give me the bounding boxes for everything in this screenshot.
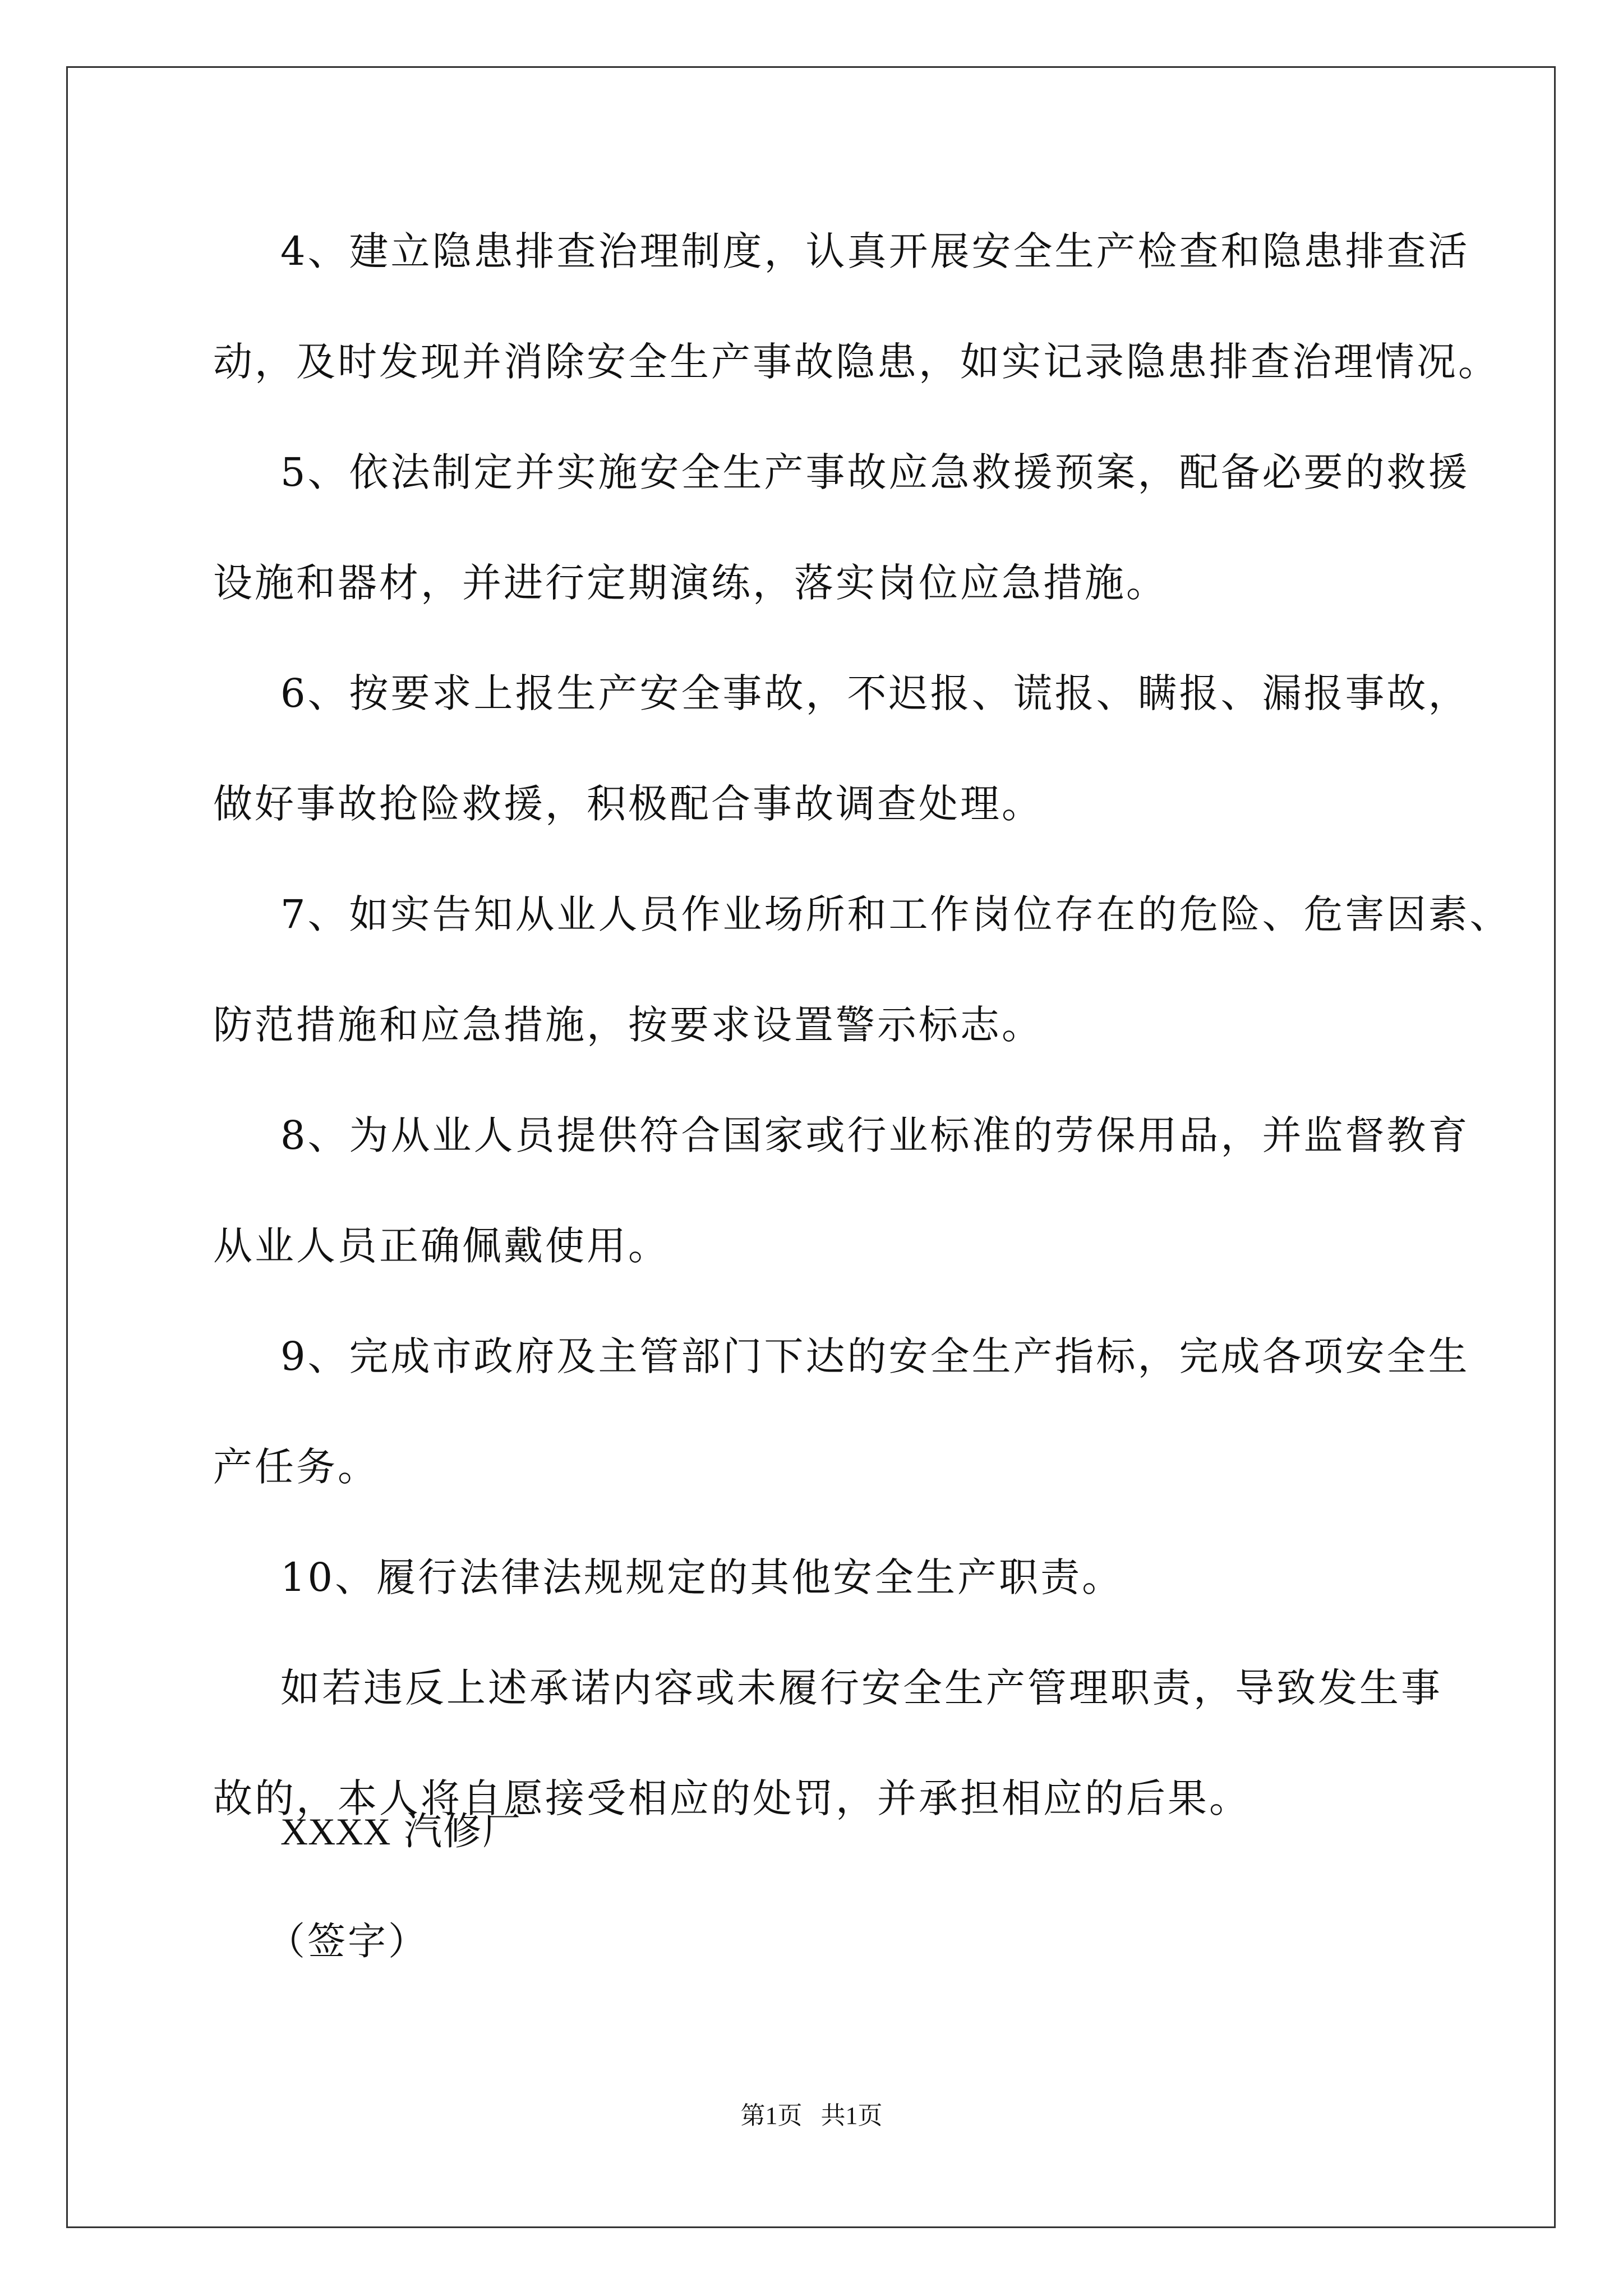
text-line: 10、履行法律法规规定的其他安全生产职责。 bbox=[280, 1554, 1124, 1600]
text-line: 从业人员正确佩戴使用。 bbox=[213, 1223, 670, 1269]
paragraph-item-6 bbox=[213, 638, 1470, 859]
text-line: 动，及时发现并消除安全生产事故隐患，如实记录隐患排查治理情况。 bbox=[213, 339, 1500, 385]
text-line: 做好事故抢险救援，积极配合事故调查处理。 bbox=[213, 781, 1043, 827]
text-line: 5、依法制定并实施安全生产事故应急救援预案，配备必要的救援 bbox=[280, 449, 1470, 495]
signature-organization bbox=[280, 1803, 522, 1860]
signature-label: （签字） bbox=[267, 1920, 429, 1964]
paragraph-item-10 bbox=[213, 1522, 1436, 1633]
organization-name: 汽修厂 bbox=[404, 1810, 522, 1854]
text-line: 产任务。 bbox=[213, 1444, 379, 1490]
paragraph-item-4 bbox=[213, 196, 1500, 417]
text-line: 8、为从业人员提供符合国家或行业标准的劳保用品，并监督教育 bbox=[280, 1112, 1470, 1158]
text-line: 防范措施和应急措施，按要求设置警示标志。 bbox=[213, 1002, 1043, 1048]
paragraph-item-5 bbox=[213, 417, 1470, 638]
text-line: 设施和器材，并进行定期演练，落实岗位应急措施。 bbox=[213, 560, 1168, 606]
text-line: 4、建立隐患排查治理制度，认真开展安全生产检查和隐患排查活 bbox=[280, 228, 1470, 274]
paragraph-item-7 bbox=[213, 859, 1511, 1080]
text-line: 7、如实告知从业人员作业场所和工作岗位存在的危险、危害因素、 bbox=[280, 891, 1511, 937]
text-line: 9、完成市政府及主管部门下达的安全生产指标，完成各项安全生 bbox=[280, 1333, 1470, 1379]
paragraph-item-9 bbox=[213, 1301, 1470, 1522]
paragraph-item-8 bbox=[213, 1080, 1470, 1301]
page-number: 第1页 共1页 bbox=[740, 2102, 883, 2129]
text-line: 6、按要求上报生产安全事故，不迟报、谎报、瞒报、漏报事故， bbox=[280, 670, 1470, 716]
text-line: 如若违反上述承诺内容或未履行安全生产管理职责，导致发生事 bbox=[280, 1665, 1442, 1711]
text-line: 故的，本人将自愿接受相应的处罚，并承担相应的后果。 bbox=[213, 1775, 1251, 1821]
organization-code: XXXX bbox=[280, 1810, 391, 1853]
